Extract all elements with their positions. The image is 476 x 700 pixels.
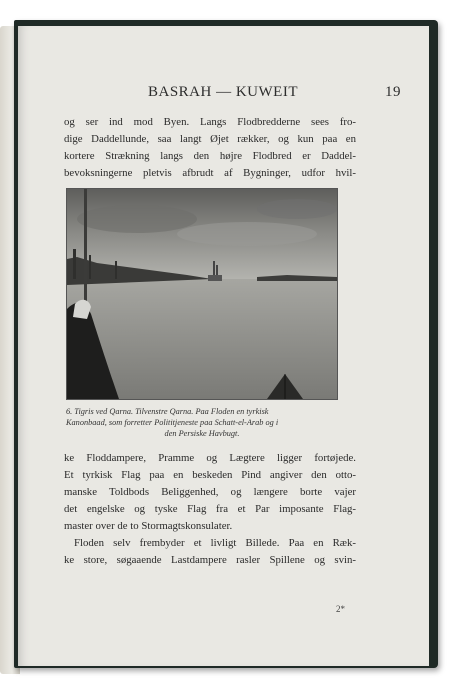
- running-header: [58, 84, 409, 104]
- text-line: ke Floddampere, Pramme og Lægtere ligger fortøjede.: [64, 452, 356, 464]
- text-line: manske Toldbods Beliggenhed, og længere borte vajer: [64, 486, 356, 498]
- caption-line: den Persiske Havbugt.: [164, 429, 240, 438]
- text-line: det engelske og tyske Flag fra et Par imposante Flag-: [64, 503, 356, 515]
- book-page: [18, 26, 429, 666]
- text-line: master over de to Stormagtskonsulater.: [64, 520, 233, 532]
- running-title: BASRAH — KUWEIT: [148, 84, 298, 100]
- text-line: ke store, søgaaende Lastdampere rasler Spillene og svin-: [64, 554, 356, 566]
- text-line: dige Daddellunde, saa langt Øjet rækker, og kun paa en: [64, 133, 356, 145]
- signature-mark: 2*: [336, 604, 345, 614]
- paragraph-bottom: [64, 450, 356, 569]
- text-line: bevoksningerne pletvis afbrudt af Bygninger, udfor hvil-: [64, 167, 356, 179]
- caption-line: 6. Tigris ved Qarna. Tilvenstre Qarna. Paa Floden en tyrkisk: [66, 407, 269, 416]
- caption-line: Kanonbaad, som forretter Polititjeneste paa Schatt-el-Arab og i: [66, 418, 279, 427]
- photo-caption: [66, 406, 338, 439]
- paragraph-top: [64, 114, 356, 182]
- page-number: 19: [385, 84, 401, 100]
- river-photograph: [66, 188, 338, 400]
- text-line: Et tyrkisk Flag paa en beskeden Pind angiver den otto-: [64, 469, 356, 481]
- text-line: og ser ind mod Byen. Langs Flodbredderne sees fro-: [64, 116, 356, 128]
- text-line: kortere Strækning langs den højre Flodbred er Daddel-: [64, 150, 356, 162]
- text-line: Floden selv frembyder et livligt Billede. Paa en Ræk-: [74, 537, 356, 549]
